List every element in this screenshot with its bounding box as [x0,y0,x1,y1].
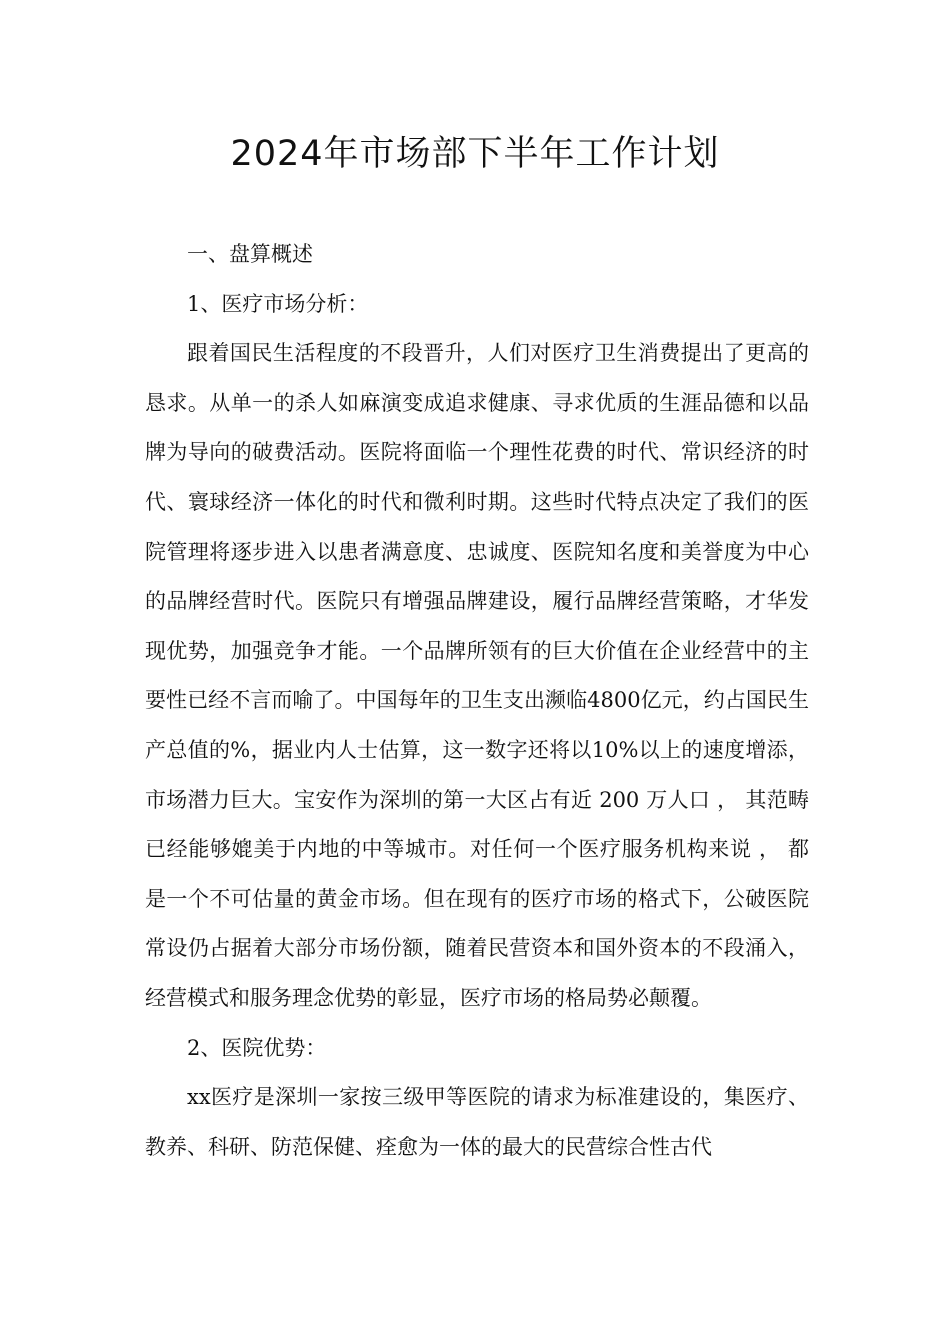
section-heading: 一、盘算概述 [187,242,313,266]
body-paragraph: 跟着国民生活程度的不段晋升，人们对医疗卫生消费提出了更高的恳求。从单一的杀人如麻演变成追求健康、寻求优质的生涯品德和以品牌为导向的破费活动。医院将面临一个理性花费的时代、常识经济的时代、寰球经济一体化的时代和微利时期。这些时代特点决定了我们的医院管理将逐步进入以患者满意度、忠诚度、医院知名度和美誉度为中心的品牌经营时代。医院只有增强品牌建设，履行品牌经营策略，才华发现优势，加强竞争才能。一个品牌所领有的巨大价值在企业经营中的主要性已经不言而喻了。中国每年的卫生支出濒临4800亿元，约占国民生产总值的%，据业内人士估算，这一数字还将以10%以上的速度增添，市场潜力巨大。宝安作为深圳的第一大区占有近 200 万人口 ， 其范畴已经能够媲美于内地的中等城市。对任何一个医疗服务机构来说 ， 都是一个不可估量的黄金市场。但在现有的医疗市场的格式下，公破医院常设仍占据着大部分市场份额，随着民营资本和国外资本的不段涌入，经营模式和服务理念优势的彰显，医疗市场的格局势必颠覆。 [145,341,809,1010]
body-paragraph: xx医疗是深圳一家按三级甲等医院的请求为标准建设的，集医疗、教养、科研、防范保健、痊愈为一体的最大的民营综合性古代 [145,1085,809,1159]
document-title: 2024年市场部下半年工作计划 [230,134,720,174]
subsection-heading: 1、医疗市场分析： [187,291,369,316]
document-body [145,230,809,1172]
subsection-heading: 2、医院优势： [187,1035,327,1060]
